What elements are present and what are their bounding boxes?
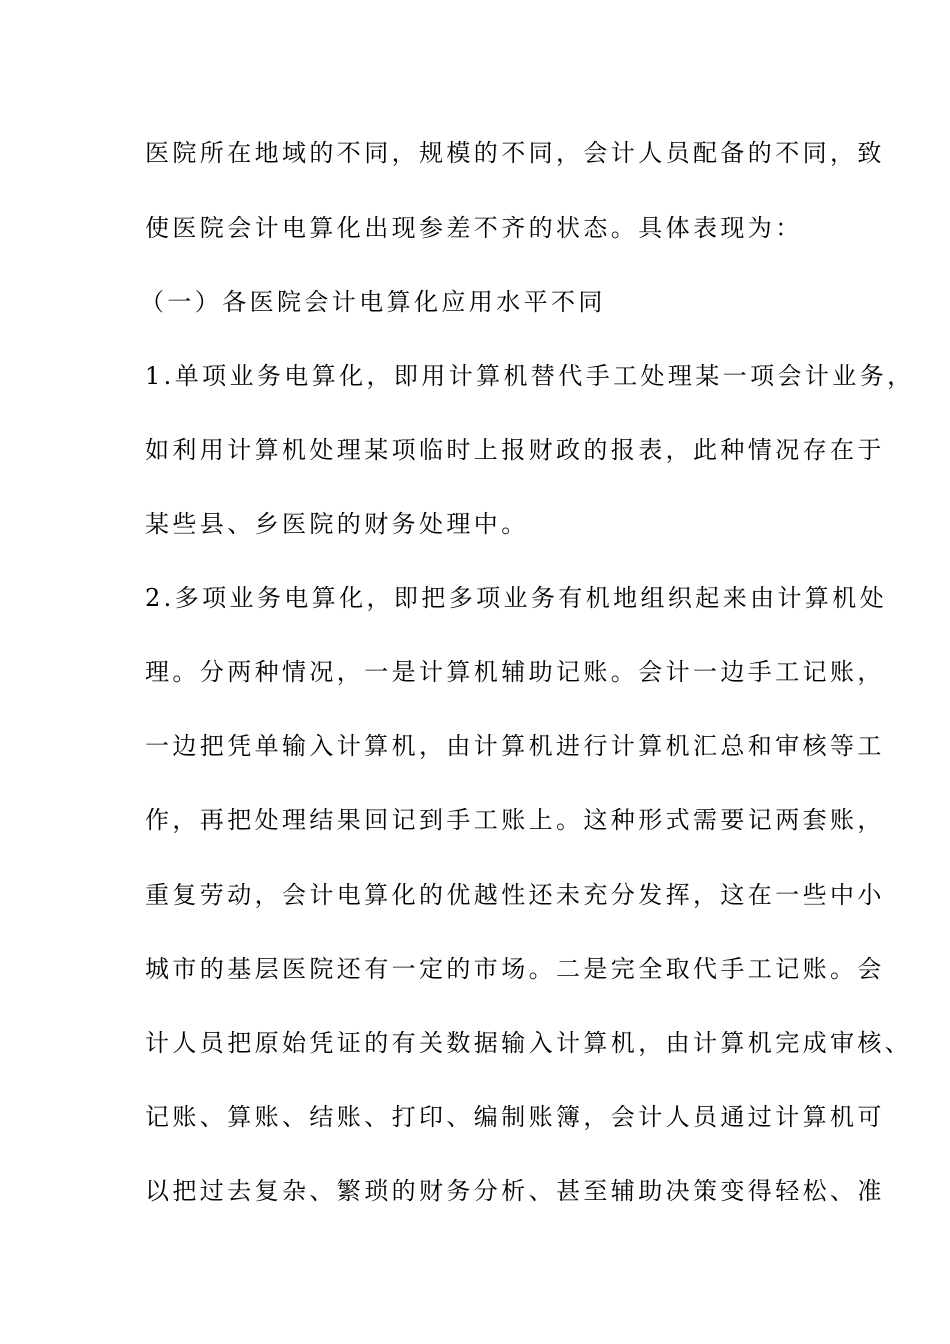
paragraph-line-1: 医院所在地域的不同，规模的不同，会计人员配备的不同，致 [145, 139, 885, 167]
paragraph-line-15: 以把过去复杂、繁琐的财务分析、甚至辅助决策变得轻松、准 [145, 1177, 885, 1205]
paragraph-line-12: 城市的基层医院还有一定的市场。二是完全取代手工记账。会 [145, 955, 885, 983]
paragraph-line-5: 如利用计算机处理某项临时上报财政的报表，此种情况存在于 [145, 436, 885, 464]
section-heading: （一）各医院会计电算化应用水平不同 [140, 288, 606, 316]
paragraph-line-11: 重复劳动，会计电算化的优越性还未充分发挥，这在一些中小 [145, 881, 885, 909]
paragraph-line-4: 1.单项业务电算化，即用计算机替代手工处理某一项会计业务， [145, 362, 915, 390]
paragraph-line-6: 某些县、乡医院的财务处理中。 [145, 510, 529, 538]
paragraph-line-14: 记账、算账、结账、打印、编制账簿，会计人员通过计算机可 [145, 1103, 885, 1131]
paragraph-line-7: 2.多项业务电算化，即把多项业务有机地组织起来由计算机处 [145, 584, 888, 612]
paragraph-line-2: 使医院会计电算化出现参差不齐的状态。具体表现为： [145, 214, 803, 242]
paragraph-line-9: 一边把凭单输入计算机，由计算机进行计算机汇总和审核等工 [145, 732, 885, 760]
paragraph-line-13: 计人员把原始凭证的有关数据输入计算机，由计算机完成审核、 [145, 1029, 913, 1057]
paragraph-line-8: 理。分两种情况，一是计算机辅助记账。会计一边手工记账， [145, 658, 885, 686]
paragraph-line-10: 作，再把处理结果回记到手工账上。这种形式需要记两套账， [145, 806, 885, 834]
